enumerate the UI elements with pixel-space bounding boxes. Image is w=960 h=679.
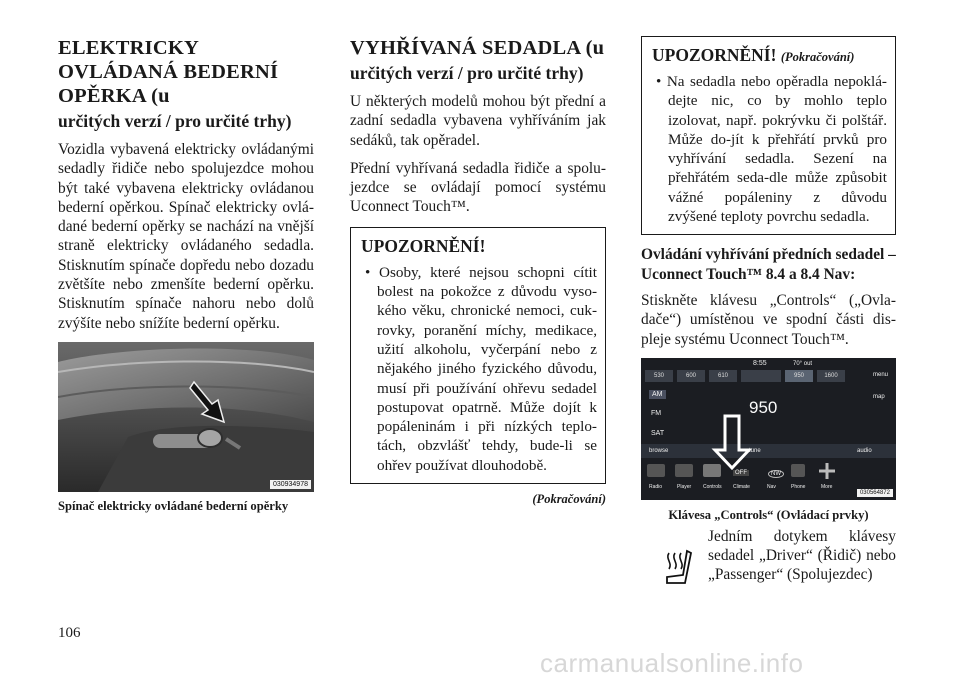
controls-subheading: Ovládání vyhřívání předních sedadel – Uconnect Touch™ 8.4 a 8.4 Nav: bbox=[641, 246, 896, 283]
player-icon bbox=[675, 464, 693, 477]
tab-controls: Controls bbox=[703, 483, 722, 490]
watermark: carmanualsonline.info bbox=[540, 648, 804, 678]
preset-2: 600 bbox=[677, 370, 705, 382]
menu-button: menu bbox=[873, 371, 889, 378]
heated-seat-row bbox=[641, 527, 896, 585]
tab-nav: Nav bbox=[767, 483, 776, 490]
band-sat: SAT bbox=[651, 429, 665, 437]
preset-3: 610 bbox=[709, 370, 737, 382]
tab-radio: Radio bbox=[649, 483, 663, 490]
screen-code: 030564872 bbox=[857, 489, 893, 497]
screen-graphics bbox=[641, 358, 896, 500]
warning-bullet: • Osoby, které nejsou schopni cítit bolest na pokožce z důvodu vyso-kého věku, chronické nemoci, cuk-rovky, poranění míchy, medikace, užití alkoholu, vyčerpání nebo z nějakého jiného fyzického důvodu, musí při používání ohřevu sedadel postupovat opatrně. Může dojít k popáleninám i při nízkých teplo-tách, obzvlášť tehdy, bude-li se ohřev používat dlouhodobě. bbox=[365, 263, 597, 474]
preset-6: 1600 bbox=[817, 370, 845, 382]
heated-seat-icon bbox=[663, 549, 693, 589]
continued-label: (Pokračování) bbox=[532, 492, 606, 507]
lumbar-switch-photo bbox=[58, 342, 314, 492]
column-left bbox=[58, 36, 314, 514]
audio-button: audio bbox=[857, 447, 872, 454]
controls-icon bbox=[703, 464, 721, 477]
heated-paragraph-2: Přední vyhřívaná sedadla řidiče a spolu-jezdce se ovládají pomocí systému Uconnect Touch™. bbox=[350, 159, 606, 216]
photo-code: 030934978 bbox=[270, 480, 311, 489]
screen-time: 8:55 bbox=[753, 359, 767, 367]
lumbar-paragraph: Vozidla vybavená elektricky ovládanými sedadly řidiče nebo spolujezdce mohou být také vybavena elektricky ovládanou bederní opěrkou. Spínač elektricky ovlá-dané bederní opěrky se nachází na vnější straně elektricky ovládaného sedadla. Stisknutím spínače dopředu nebo dozadu zvětšíte nebo zmenšíte bederní opěrku. Stisknutím spínače nahoru nebo dolů zvýšíte nebo snížíte bederní opěrku. bbox=[58, 141, 314, 332]
warning-bullet-continued: • Na sedadla nebo opěradla nepoklá-dejte nic, co by mohlo teplo izolovat, např. pokrývku či polštář. Může do-jít k přehřátí prvků pro vyhřívání sedadla. Sezení na přehřátém seda-dle může způsobit vážné popáleniny z důvodu zvýšené teploty povrchu sedadla. bbox=[656, 73, 887, 226]
tab-climate: Climate bbox=[733, 483, 750, 490]
down-arrow-icon bbox=[715, 416, 749, 468]
tune-button: tune bbox=[749, 447, 761, 454]
radio-icon bbox=[647, 464, 665, 477]
controls-paragraph: Stiskněte klávesu „Controls“ („Ovla-dače“) umístěnou ve spodní části dis-pleje systému Uconnect Touch™. bbox=[641, 291, 896, 348]
photo-caption: Spínač elektricky ovládané bederní opěrky bbox=[58, 498, 289, 513]
phone-icon bbox=[791, 464, 805, 477]
tab-more: More bbox=[821, 483, 833, 490]
page-number: 106 bbox=[58, 625, 81, 641]
climate-off-icon: OFF bbox=[735, 469, 747, 476]
section-subheading-lumbar: určitých verzí / pro určité trhy) bbox=[58, 111, 292, 131]
section-heading-lumbar: ELEKTRICKY OVLÁDANÁ BEDERNÍ OPĚRKA (u bbox=[58, 37, 279, 107]
screen-temp: 70° out bbox=[793, 360, 813, 367]
seat-illustration bbox=[58, 342, 314, 492]
band-fm: FM bbox=[651, 409, 662, 417]
section-subheading-heated: určitých verzí / pro určité trhy) bbox=[350, 63, 584, 83]
warning-box-continued bbox=[641, 36, 896, 235]
warning-box bbox=[350, 227, 606, 484]
column-right bbox=[641, 36, 896, 585]
tab-player: Player bbox=[677, 483, 692, 490]
uconnect-screen bbox=[641, 358, 896, 500]
column-middle bbox=[350, 36, 606, 507]
section-heading-heated: VYHŘÍVANÁ SEDADLA (u bbox=[350, 37, 605, 59]
map-button: map bbox=[873, 393, 885, 400]
browse-button: browse bbox=[649, 447, 669, 454]
nav-compass-icon: NW bbox=[768, 470, 784, 478]
tab-phone: Phone bbox=[791, 483, 806, 490]
preset-5: 950 bbox=[785, 370, 813, 382]
warning-title: UPOZORNĚNÍ! bbox=[361, 235, 486, 256]
heated-paragraph-1: U některých modelů mohou být přední a zadní sedadla vybavena vyhříváním jak sedáků, tak opěradel. bbox=[350, 93, 606, 149]
warning-title-continued: UPOZORNĚNÍ! (Pokračování) bbox=[652, 45, 855, 65]
station-frequency: 950 bbox=[749, 397, 778, 417]
heated-seat-text: Jedním dotykem klávesy sedadel „Driver“ (Řidič) nebo „Passenger“ (Spolujezdec) bbox=[708, 527, 896, 584]
more-icon bbox=[819, 463, 835, 479]
band-am: AM bbox=[649, 390, 666, 399]
screen-caption: Klávesa „Controls“ (Ovládací prvky) bbox=[668, 507, 869, 522]
preset-1: 530 bbox=[645, 370, 673, 382]
